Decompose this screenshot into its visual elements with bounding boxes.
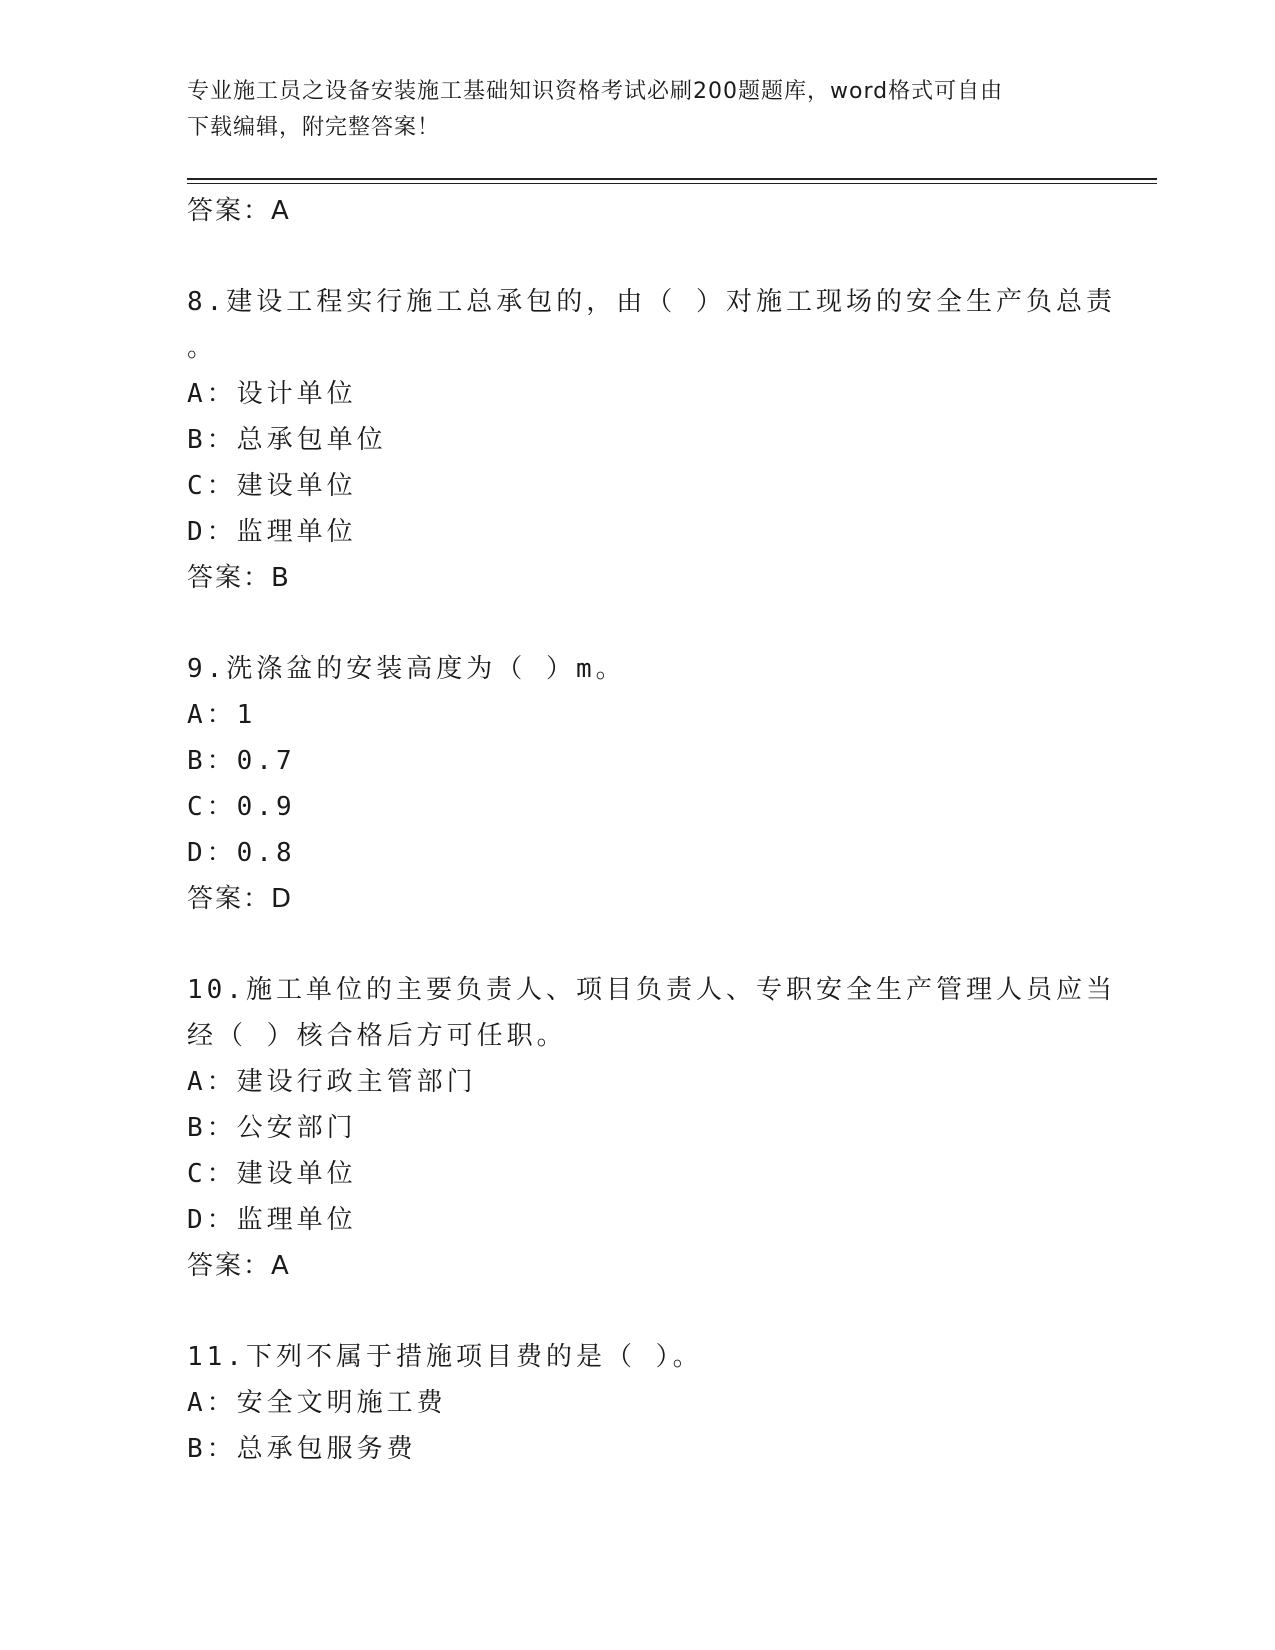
answer: 答案：D [187,884,294,914]
option-b: B：公安部门 [187,1113,357,1143]
question-10 [187,967,1116,1289]
question-9 [187,646,1087,922]
spacer [187,1289,1087,1334]
option-a: A：设计单位 [187,379,357,409]
option-a: A：1 [187,700,257,730]
spacer [187,922,1087,967]
answer: 答案：A [187,1251,291,1281]
option-c: C：0.9 [187,792,296,822]
option-d: D：0.8 [187,838,296,868]
question-stem: 9.洗涤盆的安装高度为（ ）m。 [187,654,626,684]
spacer [187,601,1087,646]
option-d: D：监理单位 [187,1205,357,1235]
option-b: B：总承包服务费 [187,1434,417,1464]
option-c: C：建设单位 [187,1159,357,1189]
header-line-1: 专业施工员之设备安装施工基础知识资格考试必刷200题题库，word格式可自由 [187,79,1004,104]
spacer [187,234,1087,279]
question-11 [187,1334,1087,1472]
option-a: A：安全文明施工费 [187,1388,447,1418]
answer: 答案：B [187,563,291,593]
header-rule-thin [187,183,1157,184]
question-stem: 11.下列不属于措施项目费的是（ ）。 [187,1342,703,1372]
question-stem: 8.建设工程实行施工总承包的，由（ ）对施工现场的安全生产负总责 [187,287,1116,317]
question-list [187,188,1116,1472]
question-8 [187,279,1116,601]
question-stem: 10.施工单位的主要负责人、项目负责人、专职安全生产管理人员应当 [187,975,1116,1005]
option-d: D：监理单位 [187,517,357,547]
option-c: C：建设单位 [187,471,357,501]
previous-answer: 答案：A [187,196,291,226]
header-rule-thick [187,178,1157,180]
document-header [187,74,1067,146]
question-stem-continuation: 经（ ）核合格后方可任职。 [187,1021,567,1051]
header-line-2: 下载编辑，附完整答案！ [187,115,441,140]
option-b: B：0.7 [187,746,296,776]
question-stem-continuation: 。 [187,333,218,363]
option-a: A：建设行政主管部门 [187,1067,477,1097]
option-b: B：总承包单位 [187,425,387,455]
